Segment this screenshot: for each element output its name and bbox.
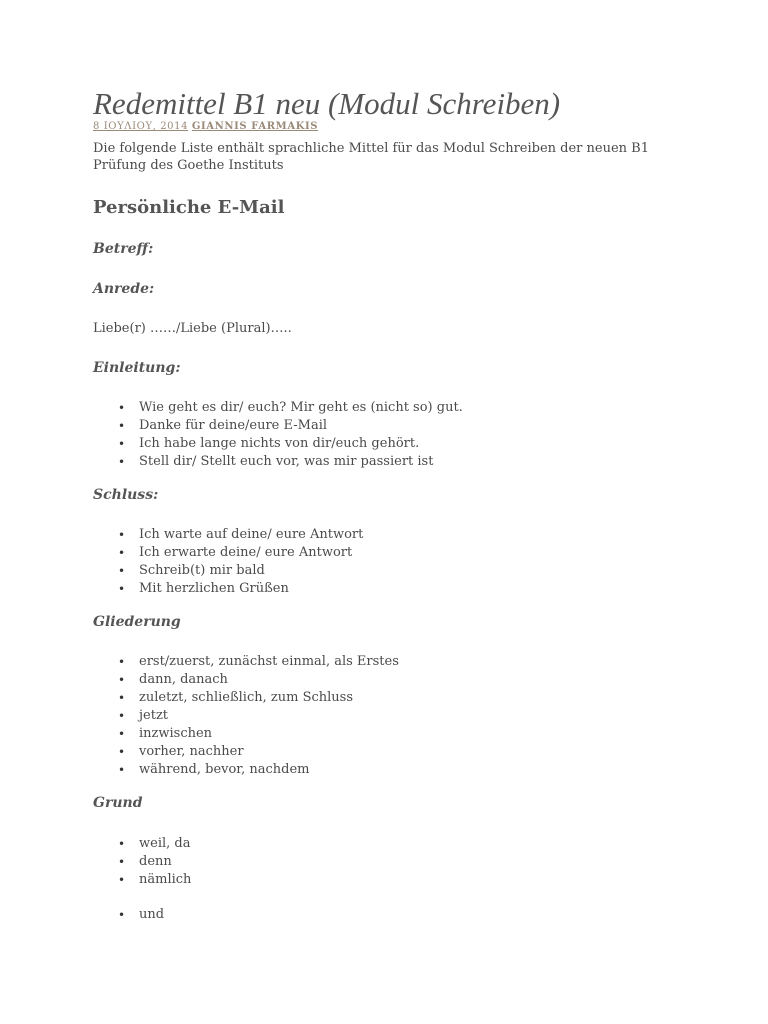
list-item [118, 743, 693, 761]
anrede-text: Liebe(r) ……/Liebe (Plural)….. [93, 321, 292, 336]
intro-paragraph: Die folgende Liste enthält sprachliche Mittel für das Modul Schreiben der neuen B1 Prüfung des Goethe Instituts [93, 141, 649, 173]
bullet-icon: • [118, 709, 126, 723]
bullet-icon: • [118, 564, 126, 578]
list-item-text: weil, da [139, 836, 191, 851]
section-heading: Persönliche E-Mail [93, 197, 285, 218]
bullet-icon: • [118, 873, 126, 887]
bullet-icon: • [118, 745, 126, 759]
schluss-list [93, 526, 693, 598]
list-item-text: zuletzt, schließlich, zum Schluss [139, 690, 353, 705]
list-item-text: inzwischen [139, 726, 213, 741]
list-item [118, 653, 693, 671]
grund-label: Grund [93, 795, 143, 811]
list-item-text: jetzt [139, 708, 169, 723]
list-item [118, 453, 693, 471]
bullet-icon: • [118, 655, 126, 669]
list-item [118, 562, 693, 580]
bullet-icon: • [118, 582, 126, 596]
list-item-text: vorher, nachher [139, 744, 244, 759]
list-item [118, 835, 693, 853]
list-item-text: Ich habe lange nichts von dir/euch gehört. [139, 436, 420, 451]
bullet-icon: • [118, 908, 126, 922]
bullet-icon: • [118, 401, 126, 415]
list-item [118, 671, 693, 689]
gliederung-list [93, 653, 693, 779]
list-item [118, 544, 693, 562]
list-item-text: nämlich [139, 872, 192, 887]
bullet-icon: • [118, 528, 126, 542]
list-item [118, 526, 693, 544]
list-item-text: Stell dir/ Stellt euch vor, was mir passiert ist [139, 454, 434, 469]
list-item [118, 725, 693, 743]
bullet-icon: • [118, 673, 126, 687]
author-link[interactable]: GIANNIS FARMAKIS [191, 121, 319, 132]
gliederung-label: Gliederung [93, 614, 181, 630]
list-item [118, 853, 693, 871]
list-item-text: Schreib(t) mir bald [139, 563, 265, 578]
article-title: Redemittel B1 neu (Modul Schreiben) [93, 86, 561, 121]
list-item-text: erst/zuerst, zunächst einmal, als Erstes [139, 654, 399, 669]
bullet-icon: • [118, 855, 126, 869]
list-item-text: denn [139, 854, 172, 869]
list-item-text: Mit herzlichen Grüßen [139, 581, 289, 596]
bullet-icon: • [118, 437, 126, 451]
list-item-text: Wie geht es dir/ euch? Mir geht es (nicht so) gut. [139, 400, 463, 415]
einleitung-list [93, 399, 693, 471]
grund-list-extra [93, 906, 693, 924]
bullet-icon: • [118, 419, 126, 433]
list-item-text: dann, danach [139, 672, 228, 687]
list-item-text: während, bevor, nachdem [139, 762, 310, 777]
anrede-label: Anrede: [93, 281, 155, 297]
list-item [118, 689, 693, 707]
list-item [118, 580, 693, 598]
list-item-text: Ich erwarte deine/ eure Antwort [139, 545, 353, 560]
list-item [118, 707, 693, 725]
bullet-icon: • [118, 727, 126, 741]
article [93, 84, 693, 924]
list-item [118, 761, 693, 779]
list-item [118, 871, 693, 889]
bullet-icon: • [118, 837, 126, 851]
betreff-label: Betreff: [93, 241, 154, 257]
bullet-icon: • [118, 691, 126, 705]
list-item [118, 435, 693, 453]
grund-list [93, 835, 693, 889]
list-item-text: und [139, 907, 165, 922]
list-item-text: Ich warte auf deine/ eure Antwort [139, 527, 364, 542]
einleitung-label: Einleitung: [93, 360, 181, 376]
bullet-icon: • [118, 546, 126, 560]
bullet-icon: • [118, 455, 126, 469]
date-link[interactable]: 8 ΙΟΥΛΙΟΥ, 2014 [93, 121, 189, 132]
list-item [118, 399, 693, 417]
list-item [118, 906, 693, 924]
schluss-label: Schluss: [93, 487, 159, 503]
bullet-icon: • [118, 763, 126, 777]
list-item-text: Danke für deine/eure E-Mail [139, 418, 328, 433]
list-item [118, 417, 693, 435]
